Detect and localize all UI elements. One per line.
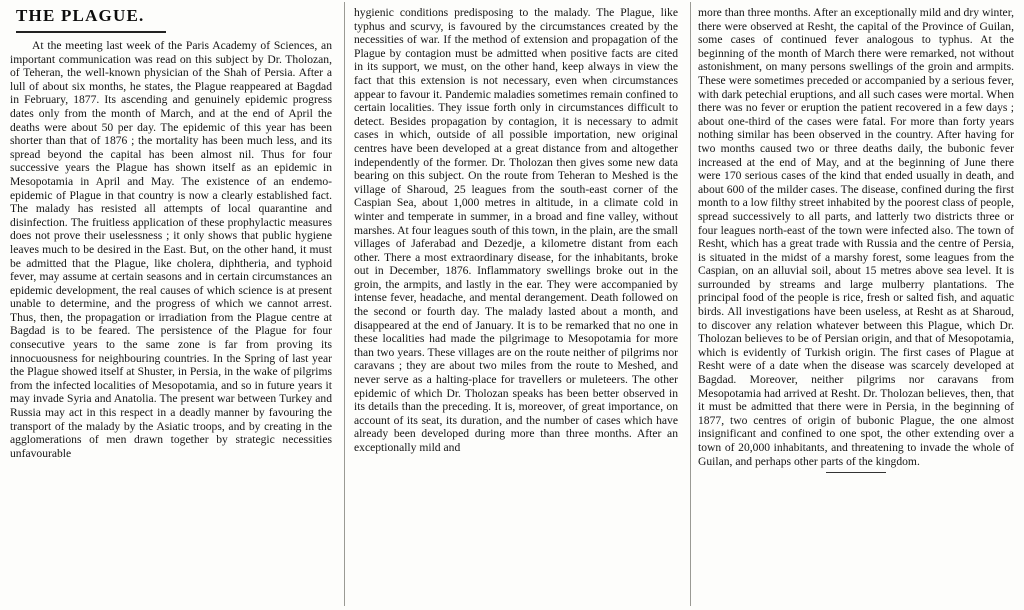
text-column-2 (346, 6, 690, 606)
article-end-rule (826, 472, 886, 473)
text-column-3 (690, 6, 1014, 606)
column-2-fade (346, 592, 690, 606)
column-divider-2 (690, 2, 691, 606)
paragraph: At the meeting last week of the Paris Academy of Sciences, an important communication was read on this subject by Dr. Tholozan, of Teheran, the well-known physician of the Shah of Persia. After a lull of about six months, he states, the Plague reappeared at Bagdad in February, 1877. Its ascending and genuinely epidemic progress dates only from the month of March, and at the end of April the deaths were about 50 per day. The epidemic of this year has been shorter than that of 1876 ; the mortality has been much less, and its spread beyond the capital has been almost nil. Thus for four successive years the Plague has shown itself as an epidemic in Mesopotamia in April and May. The existence of an endemo-epidemic of Plague in that country is now a clearly established fact. The malady has resisted all attempts of local quarantine and disinfection. The fruitless application of these prophylactic measures does not prove their uselessness ; it only shows that public hygiene leaves much to be desired in the East. But, on the other hand, it must be admitted that the Plague, like cholera, diphtheria, and typhoid fever, may assume at certain seasons and in certain circumstances an epidemic development, the real causes of which science is at present unable to determine, and the progress of which we cannot arrest. Thus, then, the propagation or irradiation from the Plague centre at Bagdad is to be feared. The persistence of the Plague for four consecutive years to the same zone is far from proving its innocuousness for neighbouring countries. In the Spring of last year the Plague showed itself at Shuster, in Persia, in the wake of pilgrims from the infected localities of Mesopotamia, and so in future years it may invade Syria and Anatolia. The present war between Turkey and Russia may act in this respect in a deadly manner by favouring the transport of the malady by the Asiatic troops, and by creating in the agglomerations of men drawn together by strategic necessities unfavourable (10, 39, 332, 460)
column-3-body (698, 6, 1014, 473)
paragraph: hygienic conditions predisposing to the malady. The Plague, like typhus and scurvy, is favoured by the circumstances created by the necessities of war. If the method of extension and propagation of the Plague by contagion must be admitted when positive facts are cited in its support, we must, on the other hand, keep always in view the fact that this extension is not necessary, even when circumstances appear to favour it. Pandemic maladies sometimes remain confined to certain localities. They issue forth only in circumstances difficult to detect. Besides propagation by contagion, it is necessary to admit cases in which, outside of all possible importation, new original centres have been developed at a great distance from and altogether independently of the former. Dr. Tholozan then gives some new data bearing on this subject. On the route from Teheran to Meshed is the village of Sharoud, 25 leagues from the south-east corner of the Caspian Sea, about 1,000 metres in altitude, in a climate cold in winter and temperate in summer, in a broad and fine valley, without marshes. At four leagues south of this town, in the plain, are the small villages of Jaferabad and Dezedje, a kilometre distant from each other. There a most extraordinary disease, for the inhabitants, broke out in December, 1876. Inflammatory swellings broke out in the groin, the armpits, and lastly in the ear. They were accompanied by intense fever, headache, and mental derangement. Death followed on the second or fourth day. The malady lasted about a month, and disappeared at the end of January. It is to be remarked that no one in these localities had made the pilgrimage to Mesopotamia for more than two years. These villages are on the route neither of pilgrims nor caravans ; they are about two miles from the route to Meshed, and never serve as a halting-place for travellers or muleteers. The other epidemic of which Dr. Tholozan speaks has been better observed in its details than the preceding. It is, moreover, of great importance, on account of its seat, its duration, and the number of cases which have already been developed during more than three months. After an exceptionally mild and (354, 6, 678, 454)
title-underline (16, 31, 166, 33)
text-column-1 (10, 6, 346, 606)
column-1-body (10, 39, 332, 460)
page-title: THE PLAGUE. (16, 6, 145, 25)
column-container (10, 6, 1014, 606)
column-divider-1 (344, 2, 345, 606)
column-1-fade (10, 592, 346, 606)
paragraph: more than three months. After an exceptionally mild and dry winter, there were observed at Resht, the capital of the Province of Guilan, some cases of continued fever analogous to typhus. At the beginning of the month of March there were remarked, not without astonishment, on many persons swellings of the groin and armpits. These were sometimes preceded or accompanied by a serious fever, with dark petechial eruptions, and all such cases were mortal. When there was no fever or eruption the patient recovered in a few days ; about one-third of the cases were fatal. For more than forty years nothing similar has been observed in the country. After having for two months caused two or three deaths daily, the bubonic fever increased at the end of May, and at the beginning of June there were 170 serious cases of the kind that ended usually in death, and about 600 of the milder cases. The disease, confined during the first month to a low filthy street inhabited by the poorest class of people, spread successively to all parts, and latterly two districts three or four leagues north-east of the town were infected also. The town of Resht, which has a great trade with Russia and the centre of Persia, is situated in the midst of a marshy forest, some leagues from the Caspian, on an alluvial soil, about 15 metres above sea level. It is surrounded by streams and large mulberry plantations. The principal food of the people is rice, fresh or salted fish, and aquatic birds. All investigations have been useless, at Resht as at Sharoud, to discover any relation whatever between this Plague, which Dr. Tholozan believes to be of Persian origin, and that of Mesopotamia, which is evidently of Turkish origin. The first cases of Plague at Resht were of a date when the disease was scarcely developed at Bagdad. Moreover, neither pilgrims nor caravans from Mesopotamia had arrived at Resht. Dr. Tholozan believes, then, that it must be admitted that there were in Persia, in the beginning of 1877, two centres of origin of bubonic Plague, the one almost insignificant and confined to one spot, the other extending over a town of 20,000 inhabitants, and threatening to invade the whole of Guilan, and perhaps other parts of the kingdom. (698, 6, 1014, 468)
column-2-body (354, 6, 678, 455)
